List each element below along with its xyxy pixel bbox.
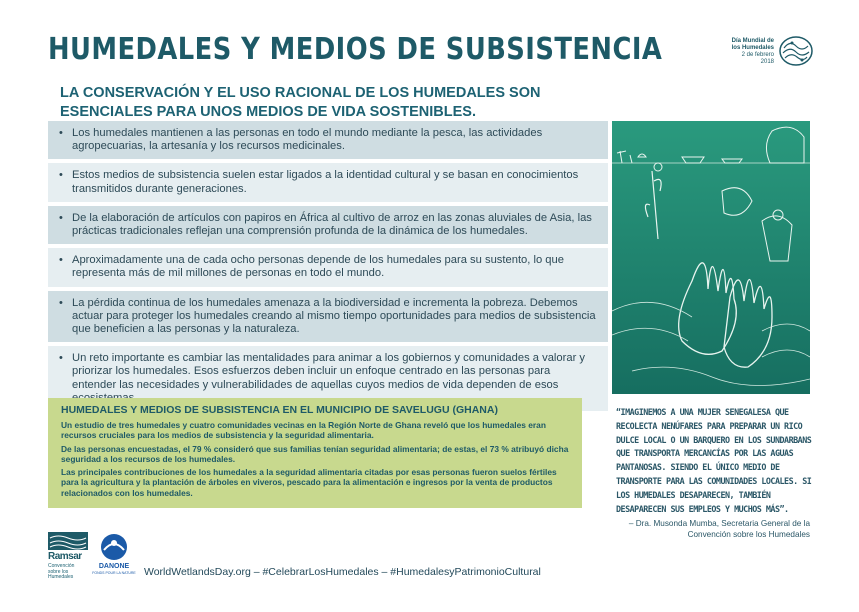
bullet-dot-icon: • [59, 352, 63, 365]
bullet-item [48, 121, 608, 159]
bullet-item [48, 248, 608, 286]
ramsar-waves-icon [48, 532, 88, 550]
bullet-text: Estos medios de subsistencia suelen estar ligados a la identidad cultural y se basan en conocimientos transmitidos durante generaciones. [72, 169, 579, 195]
danone-logo [92, 532, 136, 578]
ramsar-caption: Convención sobre los Humedales [48, 563, 75, 580]
bullet-text: De la elaboración de artículos con papiros en África al cultivo de arroz en las zonas aluviales de Asia, las prácticas tradicionales reflejan una comprensión profunda de la dinámica de los humedales. [72, 211, 592, 238]
case-study-title: HUMEDALES Y MEDIOS DE SUBSISTENCIA EN EL MUNICIPIO DE SAVELUGU (GHANA) [61, 404, 498, 416]
case-study-paragraph: De las personas encuestadas, el 79 % consideró que sus familias tenían seguridad alimentaria; de estas, el 73 % atribuyó dicha seguridad a los recursos de los humedales. [61, 443, 569, 464]
bullet-text: La pérdida continua de los humedales amenaza a la biodiversidad e incrementa la pobreza. Debemos actuar para proteger los humedales creando al mismo tiempo oportunidades para medios de subsistencia que beneficien a las personas y la naturaleza. [72, 296, 596, 336]
bullet-dot-icon: • [59, 296, 63, 309]
bullet-text: Aproximadamente una de cada ocho personas depende de los humedales para su sustento, lo que representa más de mil millones de personas en todo el mundo. [72, 254, 564, 280]
bullet-text: Los humedales mantienen a las personas en todo el mundo mediante la pesca, las actividades agropecuarias, la artesanía y los recursos medicinales. [72, 127, 543, 153]
pull-quote: “IMAGINEMOS A UNA MUJER SENEGALESA QUE RECOLECTA NENÚFARES PARA PREPARAR UN RICO DULCE LOCAL O UN BARQUERO EN LOS SUNDARBANS QUE TRANSPORTA MERCANCÍAS POR LAS AGUAS PANTANOSAS. SIENDO EL ÚNICO MEDIO DE TRANSPORTE PARA LAS COMUNIDADES LOCALES. SI LOS HUMEDALES DESAPARECEN, TAMBIÉN DESAPARECEN SUS EMPLEOS Y MUCHOS MÁS”. [616, 407, 812, 514]
danone-emblem-icon [92, 532, 136, 562]
case-study-paragraph: Las principales contribuciones de los humedales a la seguridad alimentaria citadas por esas personas fueron suelos fértiles para la agricultura y la plantación de árboles en viveros, pescado para la alimentación e ingresos por la venta de productos relacionados con los humedales. [61, 467, 557, 498]
bullet-dot-icon: • [59, 169, 63, 182]
quote-attribution: – Dra. Musonda Mumba, Secretaria General de la Convención sobre los Humedales [628, 519, 810, 539]
page-title: HUMEDALES Y MEDIOS DE SUBSISTENCIA [48, 32, 663, 67]
footer-links: WorldWetlandsDay.org – #CelebrarLosHumedales – #HumedalesyPatrimonioCultural [144, 566, 541, 578]
bullet-dot-icon: • [59, 254, 63, 267]
bullet-dot-icon: • [59, 211, 63, 224]
subtitle: LA CONSERVACIÓN Y EL USO RACIONAL DE LOS HUMEDALES SON ESENCIALES PARA UNOS MEDIOS DE VIDA SOSTENIBLES. [60, 85, 541, 120]
bullet-item [48, 206, 608, 244]
world-wetlands-day-logo [728, 34, 820, 68]
bullet-item [48, 291, 608, 343]
case-study-box [48, 398, 582, 508]
wetland-emblem-icon [778, 34, 814, 68]
danone-wordmark: DANONE [98, 563, 130, 570]
bullet-text: Un reto importante es cambiar las mentalidades para animar a los gobiernos y comunidades a valorar y priorizar los humedales. Esos esfuerzos deben incluir un enfoque centrado en las personas para entender las necesidades y vulnerabilidades de aquellas cuyos medios de vida dependen de esos [72, 352, 586, 391]
bullet-dot-icon: • [59, 127, 63, 139]
hands-and-wetland-scene-icon [612, 121, 810, 394]
case-study-paragraph: Un estudio de tres humedales y cuatro comunidades vecinas en la Región Norte de Ghana reveló que los humedales eran recursos cruciales para los medios de subsistencia y la seguridad alimentaria. [61, 420, 546, 441]
wetland-illustration [612, 121, 810, 394]
ramsar-wordmark: Ramsar [48, 551, 82, 562]
ramsar-logo [48, 532, 88, 578]
bullet-list [48, 121, 608, 415]
bullet-item [48, 163, 608, 201]
wwd-logo-text: Día Mundial de los Humedales 2 de febrero 2018 [731, 38, 774, 65]
danone-caption: FONDS POUR LA NATURE [92, 571, 136, 575]
